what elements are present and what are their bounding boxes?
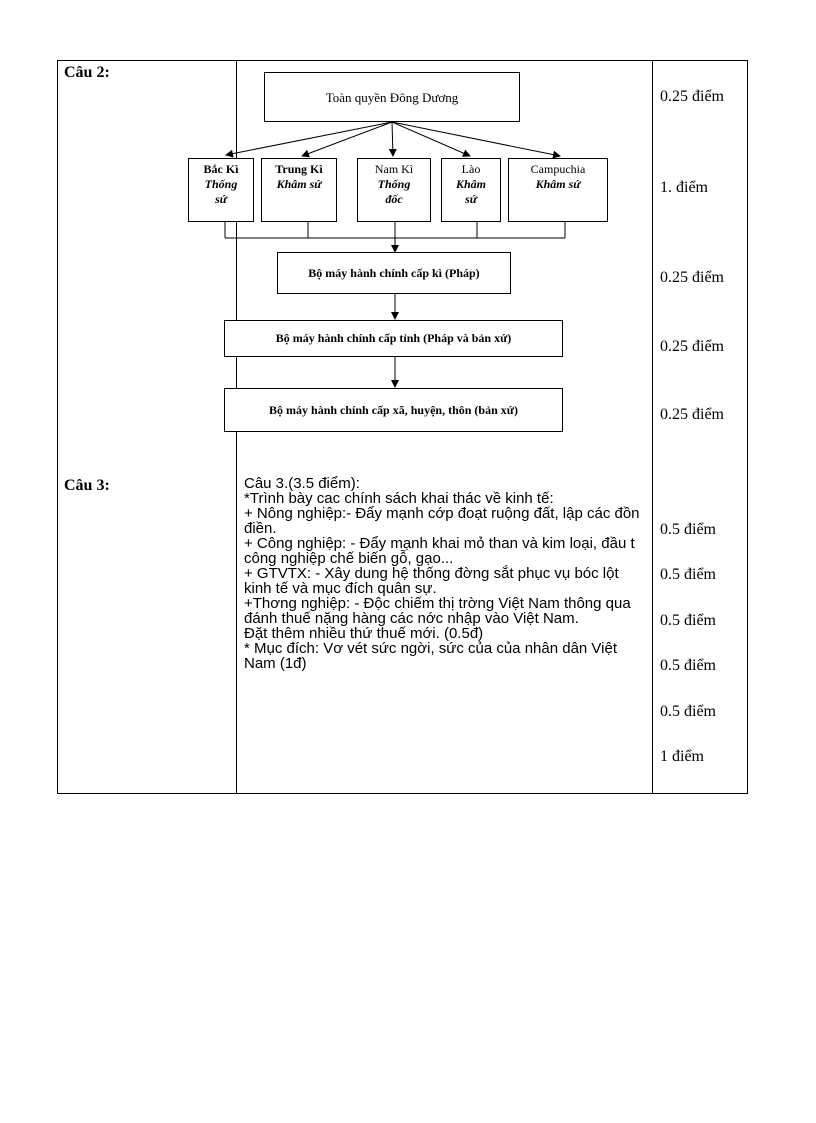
cau3-score-4: 0.5 điểm — [660, 657, 716, 674]
cau2-score-5: 0.25 điểm — [660, 406, 724, 423]
region-box-bac-ki: Bắc Kì Thống sứ — [188, 158, 254, 222]
cau2-label: Câu 2: — [64, 64, 110, 81]
cau3-line: Đặt thêm nhiều thứ thuế mới. (0.5đ) — [244, 625, 484, 642]
cau3-line: + GTVTX: - Xây dung hệ thống đờng sắt phục vụ bóc lột kinh tế và mục đích quân sự. — [244, 565, 619, 597]
cau2-score-1: 0.25 điểm — [660, 88, 724, 105]
level-xa-box: Bộ máy hành chính cấp xã, huyện, thôn (bản xứ) — [224, 388, 563, 432]
cau3-line: + Nông nghiệp:- Đẩy mạnh cớp đoạt ruộng đất, lập các đồn điền. — [244, 505, 640, 537]
region-box-nam-ki: Nam Kì Thống đốc — [357, 158, 431, 222]
arrow-to-nam-ki — [392, 122, 393, 156]
cau3-score-3: 0.5 điểm — [660, 612, 716, 629]
cau3-line: *Trình bày cac chính sách khai thác về kinh tế: — [244, 490, 554, 507]
region-box-campuchia: Campuchia Khâm sứ — [508, 158, 608, 222]
cau3-score-2: 0.5 điểm — [660, 566, 716, 583]
region-box-trung-ki: Trung Kì Khâm sứ — [261, 158, 337, 222]
cau3-line: + Công nghiệp: - Đẩy mạnh khai mỏ than và kim loại, đầu t công nghiệp chế biến gỗ, gạo... — [244, 535, 635, 567]
arrow-to-trung-ki — [302, 122, 392, 156]
cau3-score-5: 0.5 điểm — [660, 703, 716, 720]
arrow-to-campuchia — [392, 122, 560, 156]
cau3-score-6: 1 điểm — [660, 748, 704, 765]
governor-general-box: Toàn quyền Đông Dương — [264, 72, 520, 122]
region-box-lao: Lào Khâm sứ — [441, 158, 501, 222]
cau3-label: Câu 3: — [64, 477, 110, 494]
cau3-line: +Thơng nghiệp: - Độc chiếm thị trờng Việt Nam thông qua đánh thuế nặng hàng các nớc nhập vào Việt Nam. — [244, 595, 631, 627]
cau3-line: Câu 3.(3.5 điểm): — [244, 475, 360, 492]
cau3-line: * Mục đích: Vơ vét sức ngời, sức của của nhân dân Việt Nam (1đ) — [244, 640, 618, 672]
cau2-score-3: 0.25 điểm — [660, 269, 724, 286]
arrow-to-bac-ki — [226, 122, 392, 155]
cau2-score-4: 0.25 điểm — [660, 338, 724, 355]
arrow-to-lao — [392, 122, 470, 156]
cau3-score-1: 0.5 điểm — [660, 521, 716, 538]
level-tinh-box: Bộ máy hành chính cấp tỉnh (Pháp và bản xứ) — [224, 320, 563, 357]
cau3-answer-text — [244, 476, 640, 671]
level-ki-box: Bộ máy hành chính cấp kì (Pháp) — [277, 252, 511, 294]
cau2-score-2: 1. điểm — [660, 179, 708, 196]
